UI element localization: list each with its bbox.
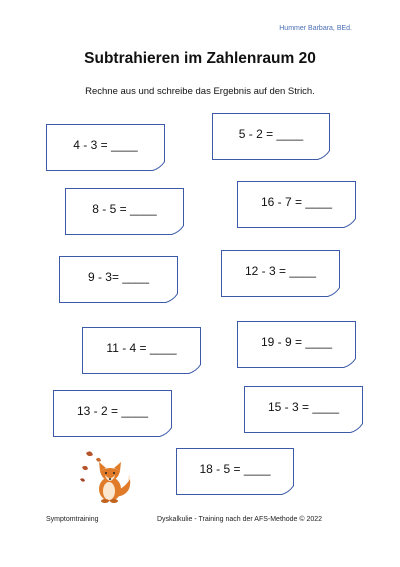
exercise-text: 16 - 7 = ____ <box>260 194 333 209</box>
page-curl-icon <box>349 423 363 433</box>
exercise-text: 4 - 3 = ____ <box>73 137 138 152</box>
exercise-card-4 <box>237 181 356 228</box>
page-curl-icon <box>151 161 165 171</box>
footer-left-text: Symptomtraining <box>46 516 99 523</box>
page-curl-icon <box>326 287 340 297</box>
exercise-card-1 <box>46 124 165 171</box>
page-curl-icon <box>170 225 184 235</box>
exercise-text: 13 - 2 = ____ <box>76 403 149 418</box>
author-name: Hummer Barbara, BEd. <box>279 25 352 32</box>
instruction-text: Rechne aus und schreibe das Ergebnis auf den Strich. <box>85 86 315 97</box>
page-curl-icon <box>164 293 178 303</box>
exercise-text: 5 - 2 = ____ <box>238 126 304 141</box>
exercise-card-5 <box>59 256 178 303</box>
page-curl-icon <box>316 150 330 160</box>
exercise-card-2 <box>212 113 330 160</box>
exercise-text: 8 - 5 = ____ <box>92 201 157 216</box>
exercise-text: 11 - 4 = ____ <box>106 340 177 355</box>
page-title: Subtrahieren im Zahlenraum 20 <box>84 50 316 67</box>
page-curl-icon <box>342 218 356 228</box>
page-curl-icon <box>280 485 294 495</box>
exercise-card-10 <box>244 386 363 433</box>
page-curl-icon <box>187 364 201 374</box>
exercise-card-6 <box>221 250 340 297</box>
exercise-text: 15 - 3 = ____ <box>267 399 340 414</box>
exercise-card-9 <box>53 390 172 437</box>
fox-with-leaves-icon <box>78 447 138 503</box>
exercise-card-11 <box>176 448 294 495</box>
page-curl-icon <box>342 358 356 368</box>
exercise-text: 9 - 3= ____ <box>87 269 150 284</box>
footer-center-text: Dyskalkulie - Training nach der AFS-Methode © 2022 <box>157 516 323 523</box>
exercise-card-3 <box>65 188 184 235</box>
exercise-text: 19 - 9 = ____ <box>260 334 333 349</box>
exercise-card-8 <box>237 321 356 368</box>
exercise-card-7 <box>82 327 201 374</box>
page-curl-icon <box>158 427 172 437</box>
exercise-text: 12 - 3 = ____ <box>244 263 317 278</box>
exercise-text: 18 - 5 = ____ <box>199 461 271 476</box>
